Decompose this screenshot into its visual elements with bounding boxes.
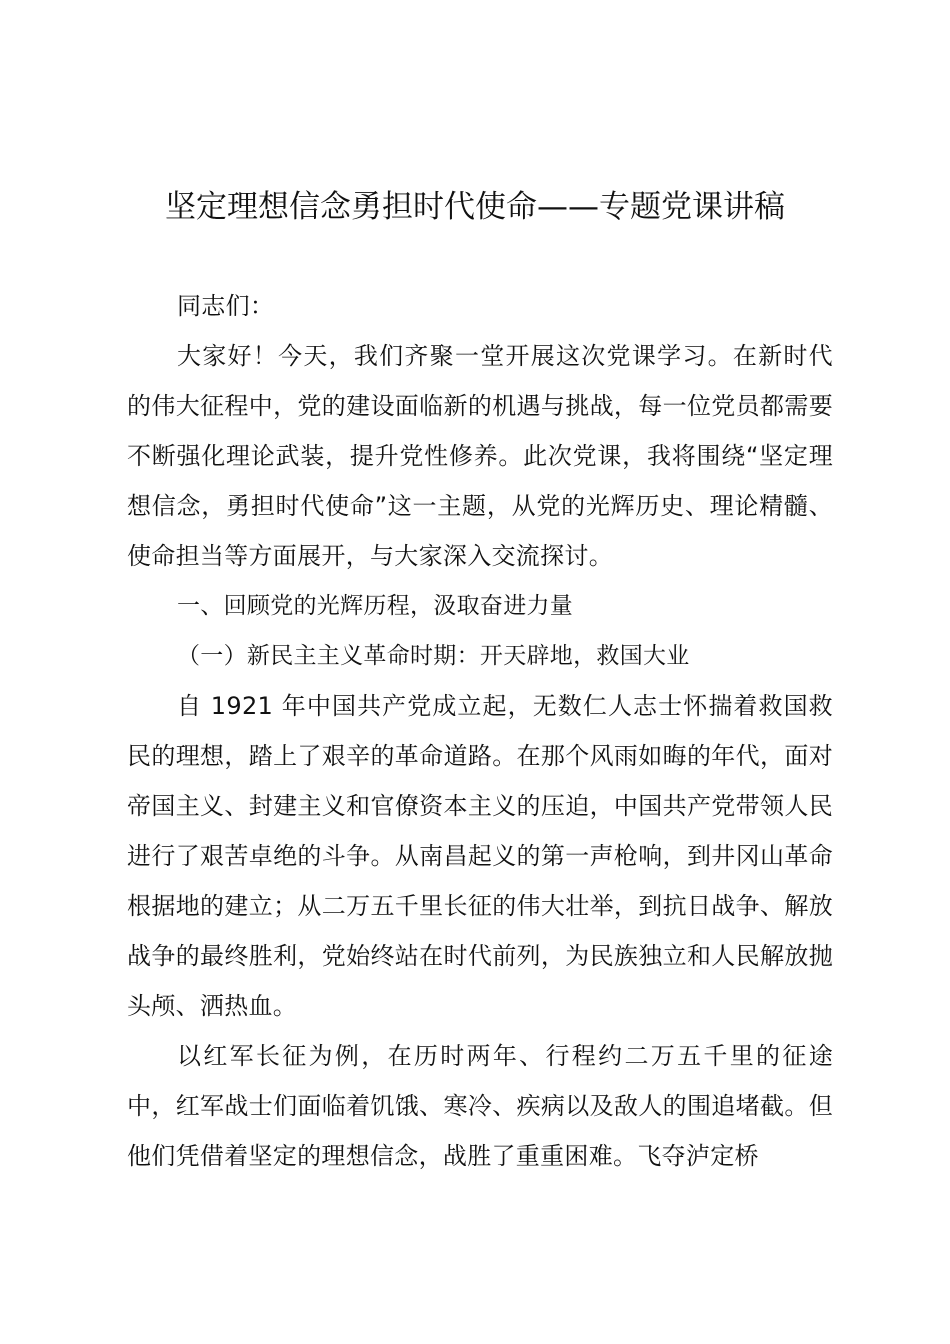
subsection-heading: （一）新民主主义革命时期：开天辟地，救国大业 [177,643,690,669]
body-paragraph: 以红军长征为例，在历时两年、行程约二万五千里的征途中，红军战士们面临着饥饿、寒冷、疾病以及敌人的围追堵截。但他们凭借着坚定的理想信念，战胜了重重困难。飞夺泸定桥 [127,1042,833,1170]
document-title: 坚定理想信念勇担时代使命——专题党课讲稿 [165,189,785,225]
section-heading: 一、回顾党的光辉历程，汲取奋进力量 [177,593,574,619]
body-paragraph: 大家好！今天，我们齐聚一堂开展这次党课学习。在新时代的伟大征程中，党的建设面临新的机遇与挑战，每一位党员都需要不断强化理论武装，提升党性修养。此次党课，我将围绕“坚定理想信念，勇担时代使命”这一主题，从党的光辉历史、理论精髓、使命担当等方面展开，与大家深入交流探讨。 [127,342,833,570]
salutation: 同志们： [177,292,275,320]
document-body [127,281,833,1181]
body-paragraph: 自 1921 年中国共产党成立起，无数仁人志士怀揣着救国救民的理想，踏上了艰辛的革命道路。在那个风雨如晦的年代，面对帝国主义、封建主义和官僚资本主义的压迫，中国共产党带领人民进行了艰苦卓绝的斗争。从南昌起义的第一声枪响，到井冈山革命根据地的建立；从二万五千里长征的伟大壮举，到抗日战争、解放战争的最终胜利，党始终站在时代前列，为民族独立和人民解放抛头颅、洒热血。 [127,692,833,1020]
